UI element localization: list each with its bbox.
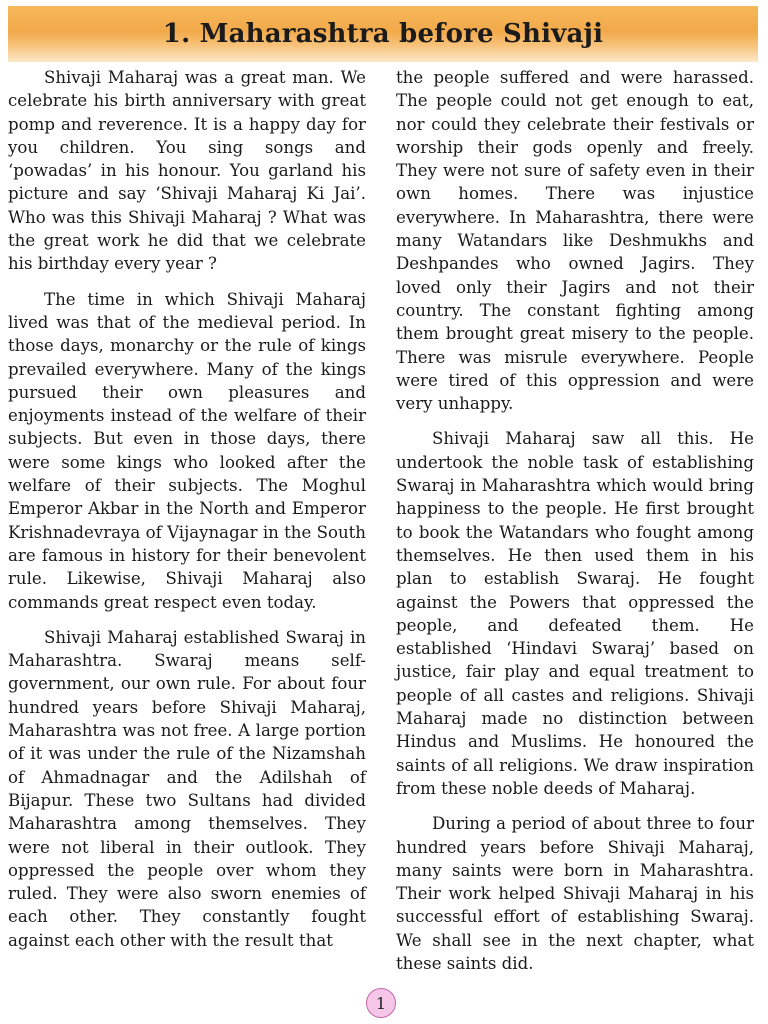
paragraph: Shivaji Maharaj saw all this. He undertook the noble task of establishing Swaraj in Maharashtra which would bring happiness to the people. He first brought to book the Watandars who fought among themselves. He then used them in his plan to establish Swaraj. He fought against the Powers that oppressed the people, and defeated them. He established ‘Hindavi Swaraj’ based on justice, fair play and equal treatment to people of all castes and religions. Shivaji Maharaj made no distinction between Hindus and Muslims. He honoured the saints of all religions. We draw inspiration from these noble deeds of Maharaj. (396, 429, 754, 798)
page-number: 1 (375, 993, 387, 1013)
paragraph-continued: the people suffered and were harassed. The people could not get enough to eat, nor could they celebrate their festivals or worship their gods openly and freely. They were not sure of safety even in their own homes. There was injustice everywhere. In Maharashtra, there were many Watandars like Deshmukhs and Deshpandes who owned Jagirs. They loved only their Jagirs and not their country. The constant fighting among them brought great misery to the people. There was misrule everywhere. People were tired of this oppression and were very unhappy. (396, 68, 754, 414)
paragraph: Shivaji Maharaj established Swaraj in Maharashtra. Swaraj means self-government, our own rule. For about four hundred years before Shivaji Maharaj, Maharashtra was not free. A large portion of it was under the rule of the Nizamshah of Ahmadnagar and the Adilshah of Bijapur. These two Sultans had divided Maharashtra among themselves. They were not liberal in their outlook. They oppressed the people over whom they ruled. They were also sworn enemies of each other. They constantly fought against each other with the result that (8, 627, 366, 950)
page-number-badge (366, 988, 396, 1018)
paragraph: Shivaji Maharaj was a great man. We celebrate his birth anniversary with great pomp and reverence. It is a happy day for you children. You sing songs and ‘powadas’ in his honour. You garland his picture and say ‘Shivaji Maharaj Ki Jai’. Who was this Shivaji Maharaj ? What was the great work he did that we celebrate his birthday every year ? (8, 68, 366, 274)
chapter-title-banner (8, 6, 758, 62)
right-text-column (396, 66, 754, 987)
paragraph: The time in which Shivaji Maharaj lived was that of the medieval period. In those days, monarchy or the rule of kings prevailed everywhere. Many of the kings pursued their own pleasures and enjoyments instead of the welfare of their subjects. But even in those days, there were some kings who looked after the welfare of their subjects. The Moghul Emperor Akbar in the North and Emperor Krishnadevraya of Vijaynagar in the South are famous in history for their benevolent rule. Likewise, Shivaji Maharaj also commands great respect even today. (8, 289, 366, 612)
left-text-column (8, 66, 366, 964)
chapter-title: 1. Maharashtra before Shivaji (162, 19, 604, 49)
paragraph: During a period of about three to four hundred years before Shivaji Maharaj, many saints were born in Maharashtra. Their work helped Shivaji Maharaj in his successful effort of establishing Swaraj. We shall see in the next chapter, what these saints did. (396, 814, 754, 973)
